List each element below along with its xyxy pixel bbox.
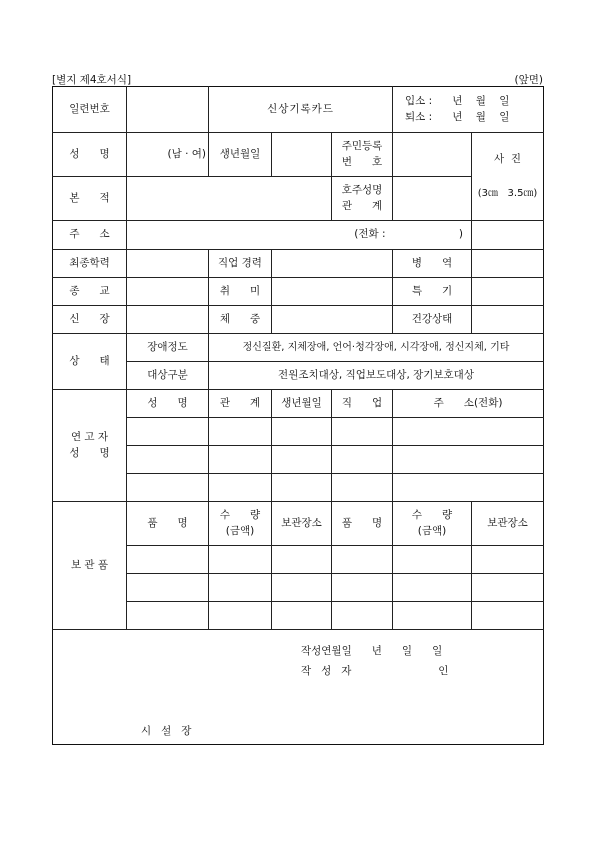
form-title: 신상기록카드 [209,87,393,133]
storage-cell[interactable] [393,574,472,602]
facility-head: 시 설 장 [141,725,192,737]
storage-header-quantity [209,502,272,546]
storage-cell[interactable] [332,574,393,602]
guardian-cell[interactable] [127,418,209,446]
signature-section [53,630,544,745]
storage-header-place-2: 보관장소 [472,502,544,546]
target-category-options[interactable]: 전원조치대상, 직업보도대상, 장기보호대상 [209,362,544,390]
career-label: 직업 경력 [209,250,272,278]
status-label: 상 태 [53,334,127,390]
storage-header-place: 보관장소 [272,502,332,546]
special-skill-label: 특 기 [393,278,472,306]
address-label: 주 소 [53,221,127,250]
stored-items-label: 보 관 품 [53,502,127,630]
guardian-cell[interactable] [332,474,393,502]
storage-cell[interactable] [272,574,332,602]
guardian-header-address: 주 소(전화) [393,390,544,418]
storage-cell[interactable] [332,602,393,630]
guardian-cell[interactable] [393,474,544,502]
education-label: 최종학력 [53,250,127,278]
resident-number-label-line2: 번 호 [341,155,383,168]
guardian-cell[interactable] [332,446,393,474]
household-head-label [332,177,393,221]
storage-cell[interactable] [393,602,472,630]
health-status-value[interactable] [472,306,544,334]
storage-header-quantity-2 [393,502,472,546]
writer-signature[interactable]: 작 성 자 인 [301,665,449,677]
career-value[interactable] [272,250,393,278]
guardian-cell[interactable] [127,474,209,502]
guardian-cell[interactable] [272,474,332,502]
hobby-value[interactable] [272,278,393,306]
photo-box[interactable] [472,133,544,221]
guardian-cell[interactable] [209,446,272,474]
storage-header-item: 품 명 [127,502,209,546]
disability-options[interactable]: 정신질환, 지체장애, 언어·청각장애, 시각장애, 정신지체, 기타 [209,334,544,362]
birth-date-label: 생년월일 [209,133,272,177]
storage-header-item-2: 품 명 [332,502,393,546]
name-value[interactable] [127,133,209,177]
written-date[interactable]: 작성연월일 년 일 일 [301,645,443,657]
admission-discharge-dates [393,87,544,133]
guardian-header-job: 직 업 [332,390,393,418]
address-value[interactable] [127,221,472,250]
form-number: [별지 제4호서식] [52,74,132,86]
storage-quantity-line2: (금액) [225,524,255,537]
health-status-label: 건강상태 [393,306,472,334]
education-value[interactable] [127,250,209,278]
serial-number-label: 일련번호 [53,87,127,133]
guardian-header-name: 성 명 [127,390,209,418]
storage-cell[interactable] [272,546,332,574]
domicile-label: 본 적 [53,177,127,221]
storage-cell[interactable] [393,546,472,574]
disability-level-label: 장애정도 [127,334,209,362]
photo-label: 사 진 [494,153,522,166]
weight-label: 체 중 [209,306,272,334]
resident-number-value[interactable] [393,133,472,177]
storage-quantity-line2: (금액) [417,524,447,537]
height-value[interactable] [127,306,209,334]
storage-cell[interactable] [472,574,544,602]
guardian-cell[interactable] [127,446,209,474]
storage-cell[interactable] [127,574,209,602]
name-label: 성 명 [53,133,127,177]
military-value[interactable] [472,250,544,278]
domicile-value[interactable] [127,177,332,221]
guardian-cell[interactable] [393,418,544,446]
hobby-label: 취 미 [209,278,272,306]
record-card-table [52,86,544,745]
address-extra [472,221,544,250]
serial-number-value[interactable] [127,87,209,133]
religion-value[interactable] [127,278,209,306]
photo-size: (3㎝ 3.5㎝) [477,187,538,199]
storage-cell[interactable] [332,546,393,574]
height-label: 신 장 [53,306,127,334]
guardian-cell[interactable] [209,474,272,502]
guardian-header-birth: 생년월일 [272,390,332,418]
resident-number-label-line1: 주민등록 [341,139,383,152]
religion-label: 종 교 [53,278,127,306]
storage-quantity-line1: 수 량 [219,508,261,521]
storage-cell[interactable] [472,546,544,574]
guardian-label-line2: 성 명 [69,446,110,459]
guardian-cell[interactable] [209,418,272,446]
household-head-label-line1: 호주성명 [341,183,383,196]
storage-cell[interactable] [472,602,544,630]
birth-date-value[interactable] [272,133,332,177]
resident-number-label [332,133,393,177]
sex-selector[interactable]: (남 · 여) [167,147,206,160]
storage-quantity-line1: 수 량 [411,508,453,521]
household-head-value[interactable] [393,177,472,221]
target-category-label: 대상구분 [127,362,209,390]
weight-value[interactable] [272,306,393,334]
guardian-cell[interactable] [332,418,393,446]
storage-cell[interactable] [127,546,209,574]
storage-cell[interactable] [272,602,332,630]
page-side: (앞면) [514,74,543,86]
admission-date[interactable]: 입소 : 년 월 일 [405,94,510,107]
guardian-cell[interactable] [272,446,332,474]
storage-cell[interactable] [209,546,272,574]
household-head-label-line2: 관 계 [341,199,383,212]
guardian-header-relation: 관 계 [209,390,272,418]
military-label: 병 역 [393,250,472,278]
storage-cell[interactable] [209,574,272,602]
phone-field[interactable]: (전화 : ) [354,228,464,241]
special-skill-value[interactable] [472,278,544,306]
storage-cell[interactable] [209,602,272,630]
guardian-cell[interactable] [272,418,332,446]
storage-cell[interactable] [127,602,209,630]
guardian-label [53,390,127,502]
guardian-cell[interactable] [393,446,544,474]
guardian-label-line1: 연 고 자 [70,430,109,443]
discharge-date[interactable]: 퇴소 : 년 월 일 [405,110,510,123]
